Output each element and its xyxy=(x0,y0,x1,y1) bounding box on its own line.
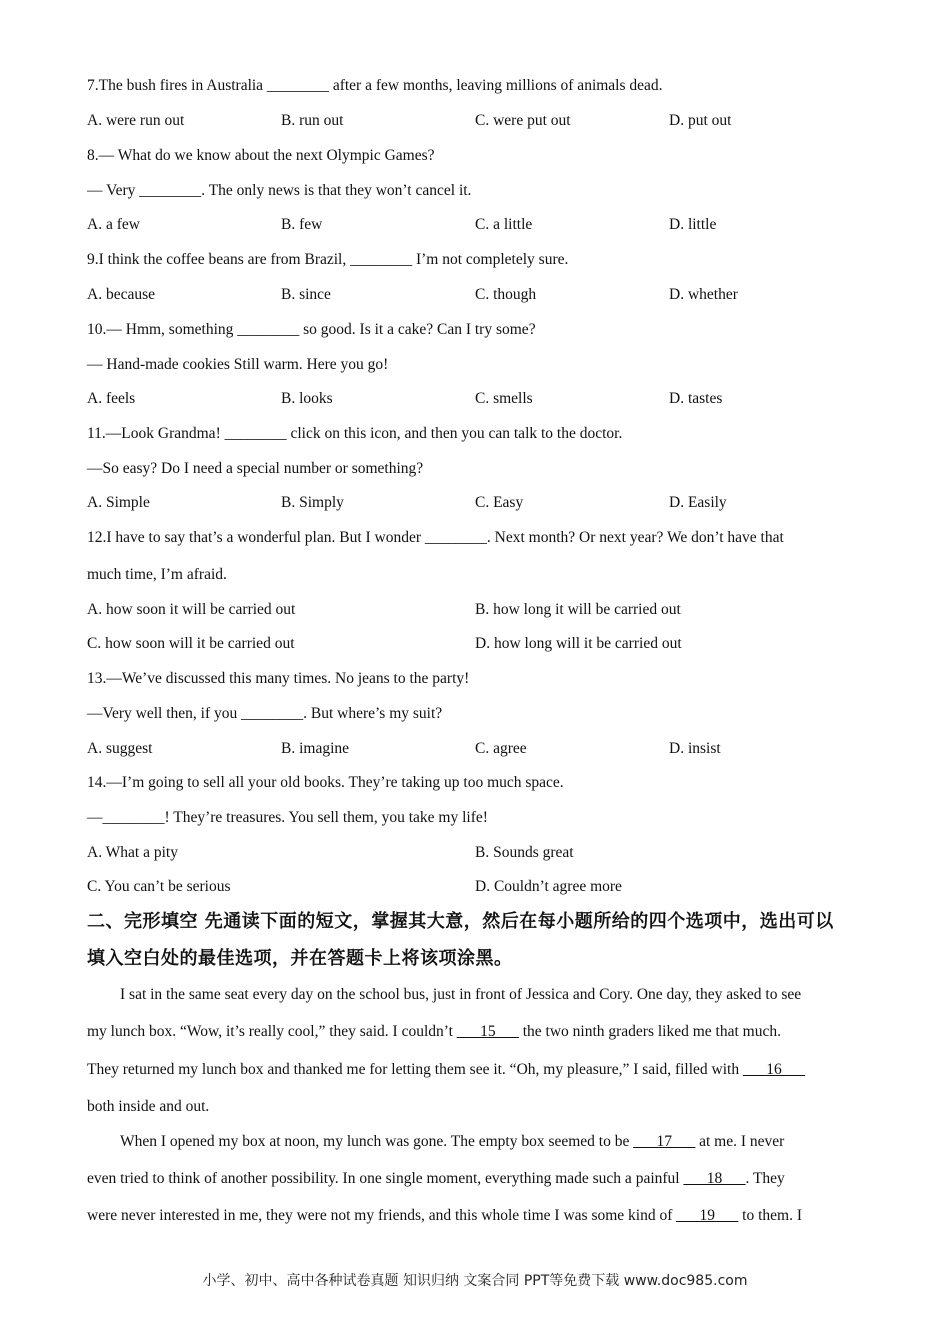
question-13-option-a: A. suggest xyxy=(87,740,153,757)
question-12-option-d: D. how long will it be carried out xyxy=(475,635,682,652)
blank-16: ___16___ xyxy=(742,1061,805,1078)
question-12-option-b: B. how long it will be carried out xyxy=(475,601,681,618)
question-7-option-c: C. were put out xyxy=(475,112,571,129)
question-9-option-b: B. since xyxy=(281,286,331,303)
passage-p2-line-1: When I opened my box at noon, my lunch was gone. The empty box seemed to be ___17___ at me. I never xyxy=(120,1133,785,1150)
page-footer: 小学、初中、高中各种试卷真题 知识归纳 文案合同 PPT等免费下载 www.doc985.com xyxy=(202,1273,748,1289)
question-11-stem: 11.—Look Grandma! ________ click on this icon, and then you can talk to the doctor. xyxy=(87,425,623,442)
question-11-option-a: A. Simple xyxy=(87,494,150,511)
blank-15: ___15___ xyxy=(456,1023,519,1040)
blank-19: ___19___ xyxy=(676,1207,739,1224)
passage-p1-line-1: I sat in the same seat every day on the school bus, just in front of Jessica and Cory. One day, they asked to see xyxy=(120,986,802,1003)
question-10-option-c: C. smells xyxy=(475,390,533,407)
question-9-option-a: A. because xyxy=(87,286,155,303)
question-8-option-a: A. a few xyxy=(87,216,140,233)
question-14-option-d: D. Couldn’t agree more xyxy=(475,878,622,895)
question-7-stem: 7.The bush fires in Australia ________ after a few months, leaving millions of animals dead. xyxy=(87,77,663,94)
question-12-option-a: A. how soon it will be carried out xyxy=(87,601,296,618)
passage-p2-line-2: even tried to think of another possibility. In one single moment, everything made such a painful ___18___. They xyxy=(87,1170,785,1187)
question-9-option-c: C. though xyxy=(475,286,537,303)
question-14-option-c: C. You can’t be serious xyxy=(87,878,231,895)
blank-18: ___18___ xyxy=(683,1170,746,1187)
question-7-option-a: A. were run out xyxy=(87,112,185,129)
question-13-stem-reply: —Very well then, if you ________. But where’s my suit? xyxy=(87,705,443,722)
passage-p1-line-3: They returned my lunch box and thanked me for letting them see it. “Oh, my pleasure,” I said, filled with ___16___ xyxy=(87,1061,805,1078)
question-10-option-a: A. feels xyxy=(87,390,136,407)
question-10-stem-reply: — Hand-made cookies Still warm. Here you go! xyxy=(87,356,389,373)
question-8-stem: 8.— What do we know about the next Olympic Games? xyxy=(87,147,435,164)
question-11-option-c: C. Easy xyxy=(475,494,524,511)
question-10-option-b: B. looks xyxy=(281,390,333,407)
passage-p1-line-2: my lunch box. “Wow, it’s really cool,” they said. I couldn’t ___15___ the two ninth graders liked me that much. xyxy=(87,1023,781,1040)
section-2-heading-line-1: 二、完形填空 先通读下面的短文，掌握其大意，然后在每小题所给的四个选项中，选出可以 xyxy=(87,911,834,932)
question-9-stem: 9.I think the coffee beans are from Brazil, ________ I’m not completely sure. xyxy=(87,251,569,268)
question-13-option-d: D. insist xyxy=(669,740,721,757)
question-13-stem: 13.—We’ve discussed this many times. No jeans to the party! xyxy=(87,670,470,687)
question-13-option-c: C. agree xyxy=(475,740,527,757)
question-9-option-d: D. whether xyxy=(669,286,738,303)
question-14-option-b: B. Sounds great xyxy=(475,844,574,861)
question-13-option-b: B. imagine xyxy=(281,740,350,757)
question-11-option-b: B. Simply xyxy=(281,494,344,511)
question-8-option-b: B. few xyxy=(281,216,323,233)
question-11-option-d: D. Easily xyxy=(669,494,727,511)
question-12-option-c: C. how soon will it be carried out xyxy=(87,635,295,652)
question-14-stem: 14.—I’m going to sell all your old books. They’re taking up too much space. xyxy=(87,774,564,791)
passage-p2-line-3: were never interested in me, they were not my friends, and this whole time I was some kind of ___19___ to them. I xyxy=(87,1207,802,1224)
passage-p1-line-4: both inside and out. xyxy=(87,1098,210,1115)
section-2-heading-line-2: 填入空白处的最佳选项，并在答题卡上将该项涂黑。 xyxy=(87,948,513,969)
question-14-stem-reply: —________! They’re treasures. You sell them, you take my life! xyxy=(87,809,488,826)
question-7-option-b: B. run out xyxy=(281,112,344,129)
question-12-stem-cont: much time, I’m afraid. xyxy=(87,566,227,583)
question-8-option-d: D. little xyxy=(669,216,717,233)
question-8-option-c: C. a little xyxy=(475,216,533,233)
question-11-stem-reply: —So easy? Do I need a special number or something? xyxy=(87,460,424,477)
question-14-option-a: A. What a pity xyxy=(87,844,178,861)
question-7-option-d: D. put out xyxy=(669,112,732,129)
question-8-stem-reply: — Very ________. The only news is that they won’t cancel it. xyxy=(87,182,472,199)
question-10-option-d: D. tastes xyxy=(669,390,723,407)
question-12-stem: 12.I have to say that’s a wonderful plan. But I wonder ________. Next month? Or next year? We don’t have that xyxy=(87,529,784,546)
question-10-stem: 10.— Hmm, something ________ so good. Is it a cake? Can I try some? xyxy=(87,321,536,338)
blank-17: ___17___ xyxy=(633,1133,696,1150)
